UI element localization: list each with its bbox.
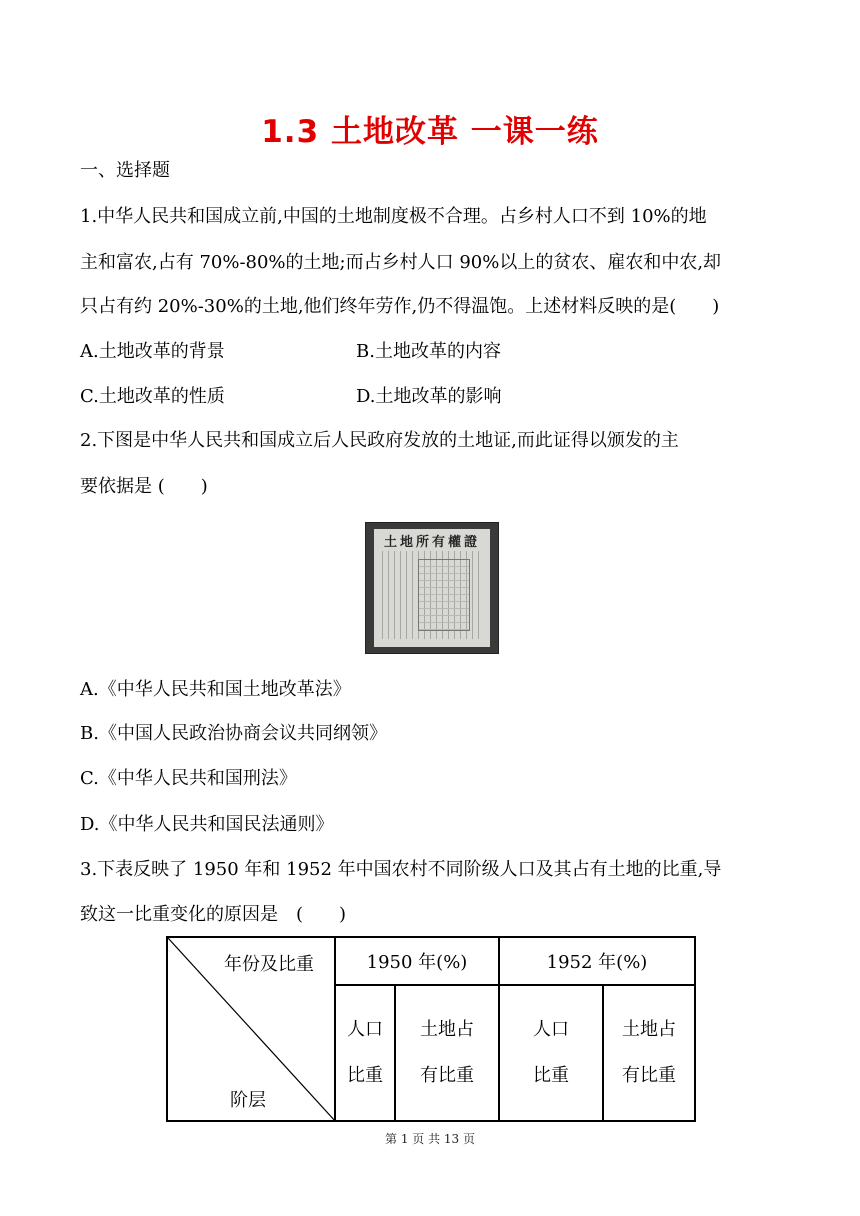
subheader-1950-population — [335, 985, 395, 1121]
subheader-text: 人口 — [347, 1019, 383, 1040]
question-2-option-b: B.《中国人民政治协商会议共同纲领》 — [80, 723, 387, 744]
corner-top-label: 年份及比重 — [224, 954, 314, 975]
question-3-line-2: 致这一比重变化的原因是 ( ) — [80, 904, 347, 925]
certificate-heading: 土地所有權證 — [383, 535, 480, 550]
certificate-paper — [374, 529, 490, 647]
subheader-text: 有比重 — [622, 1065, 676, 1086]
subheader-1952-population — [499, 985, 603, 1121]
subheader-text: 土地占 — [622, 1019, 676, 1040]
question-3-line-1: 3.下表反映了 1950 年和 1952 年中国农村不同阶级人口及其占有土地的比重,导 — [80, 859, 722, 880]
page-footer: 第 1 页 共 13 页 — [385, 1132, 475, 1146]
question-2-option-a: A.《中华人民共和国土地改革法》 — [80, 679, 351, 700]
question-1-line-1: 1.中华人民共和国成立前,中国的土地制度极不合理。占乡村人口不到 10%的地 — [80, 206, 707, 227]
question-2-option-d: D.《中华人民共和国民法通则》 — [80, 814, 334, 835]
section-heading: 一、选择题 — [80, 160, 170, 181]
question-1-line-3: 只占有约 20%-30%的土地,他们终年劳作,仍不得温饱。上述材料反映的是( ) — [80, 296, 720, 317]
subheader-1950-land — [395, 985, 499, 1121]
table-corner-cell — [167, 937, 335, 1121]
subheader-text: 有比重 — [420, 1065, 474, 1086]
class-land-table — [166, 936, 696, 1122]
corner-bottom-label: 阶层 — [230, 1090, 266, 1111]
subheader-text: 比重 — [347, 1065, 383, 1086]
question-1-line-2: 主和富农,占有 70%-80%的土地;而占乡村人口 90%以上的贫农、雇农和中农,却 — [80, 252, 722, 273]
subheader-text: 土地占 — [420, 1019, 474, 1040]
question-2-option-c: C.《中华人民共和国刑法》 — [80, 768, 297, 789]
question-2-line-2: 要依据是 ( ) — [80, 476, 208, 497]
page-title: 1.3 土地改革 一课一练 — [261, 114, 599, 150]
year-1952-header: 1952 年(%) — [499, 937, 695, 985]
land-certificate-photo — [365, 522, 499, 654]
subheader-text: 比重 — [533, 1065, 569, 1086]
year-1950-header: 1950 年(%) — [335, 937, 499, 985]
subheader-1952-land — [603, 985, 695, 1121]
question-1-option-d: D.土地改革的影响 — [356, 386, 502, 407]
question-2-line-1: 2.下图是中华人民共和国成立后人民政府发放的土地证,而此证得以颁发的主 — [80, 430, 679, 451]
certificate-land-table — [418, 559, 470, 631]
question-1-option-c: C.土地改革的性质 — [80, 386, 225, 407]
subheader-text: 人口 — [533, 1019, 569, 1040]
question-1-option-b: B.土地改革的内容 — [356, 341, 501, 362]
question-1-option-a: A.土地改革的背景 — [80, 341, 225, 362]
